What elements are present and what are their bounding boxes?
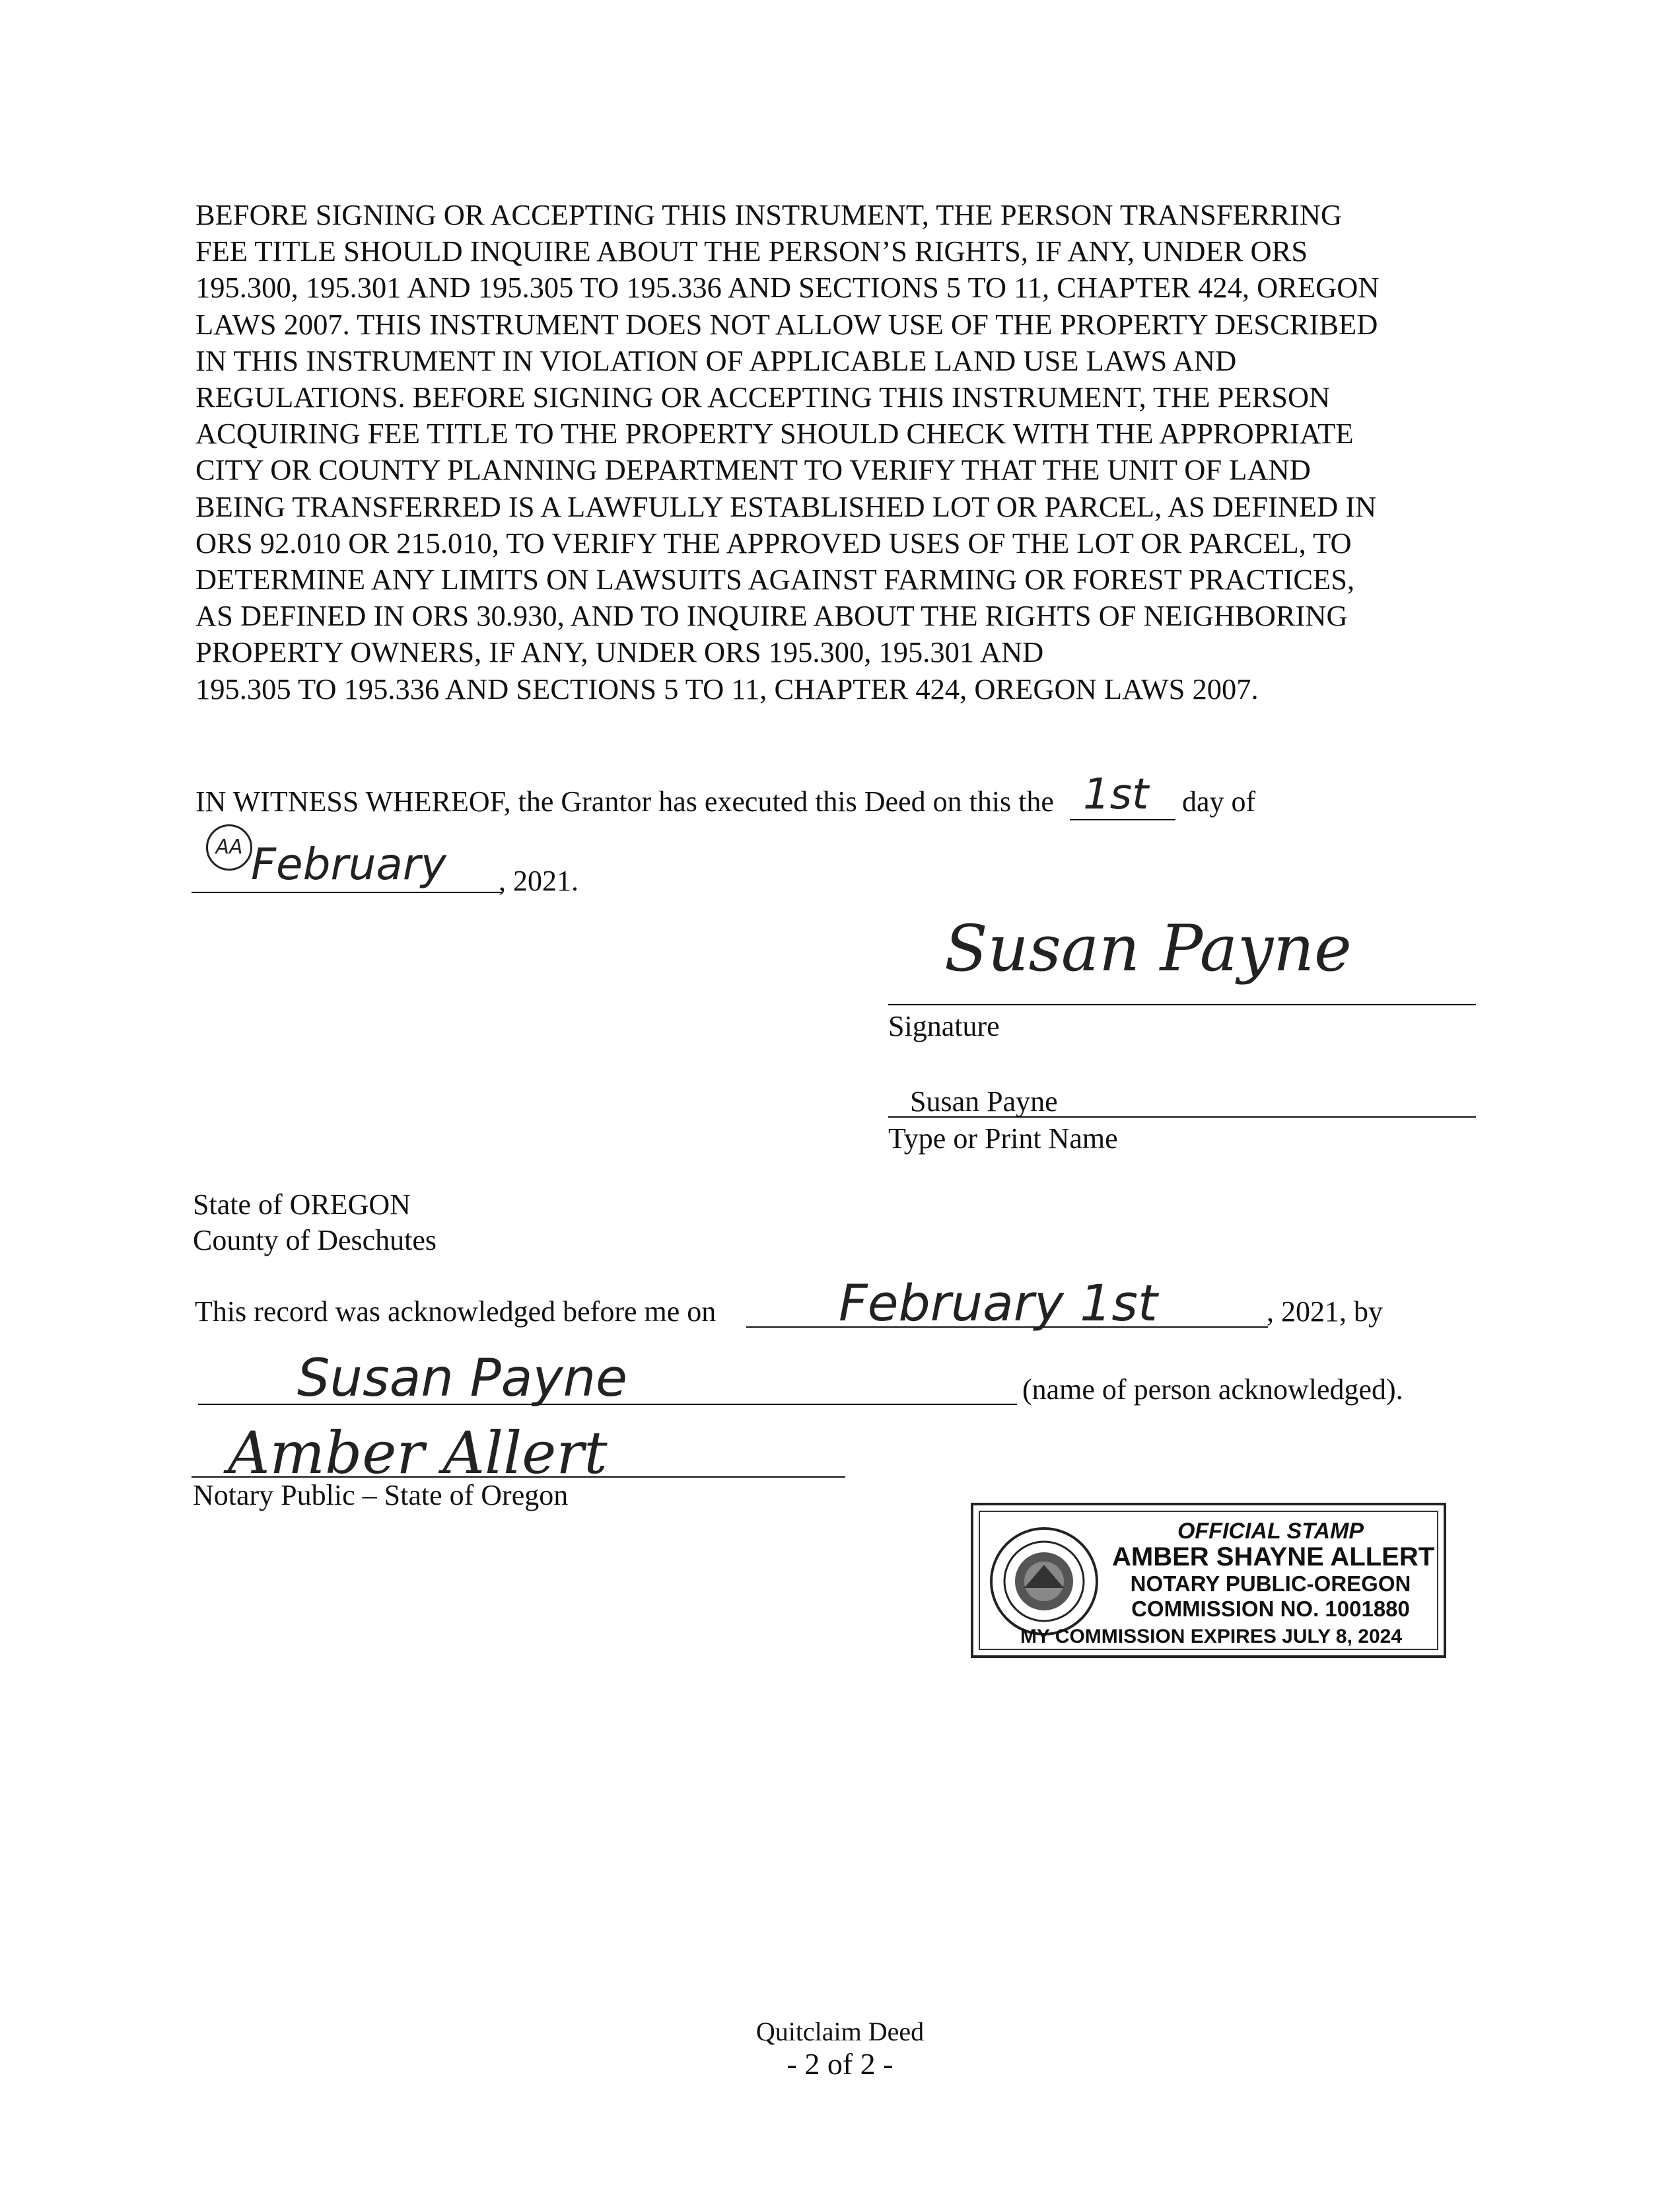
day-handwritten: 1st [1083, 770, 1149, 819]
stamp-name: AMBER SHAYNE ALLERT [1112, 1542, 1435, 1571]
disclaimer-line: ACQUIRING FEE TITLE TO THE PROPERTY SHOULD CHECK WITH THE APPROPRIATE [195, 417, 1354, 450]
notary-signature-line [192, 1476, 845, 1478]
footer-page-number: - 2 of 2 - [787, 2047, 893, 2081]
notary-label: Notary Public – State of Oregon [193, 1479, 569, 1511]
disclaimer-line: CITY OR COUNTY PLANNING DEPARTMENT TO VERIFY THAT THE UNIT OF LAND [195, 453, 1311, 487]
stamp-line2: COMMISSION NO. 1001880 [1131, 1597, 1410, 1621]
disclaimer-line: IN THIS INSTRUMENT IN VIOLATION OF APPLICABLE LAND USE LAWS AND [195, 343, 1237, 377]
footer-title: Quitclaim Deed [755, 2017, 925, 2046]
notary-signature-handwritten: Amber Allert [228, 1419, 608, 1487]
venue-state: State of OREGON [193, 1188, 411, 1221]
printed-name-label: Type or Print Name [888, 1122, 1118, 1155]
disclaimer-line: 195.305 TO 195.336 AND SECTIONS 5 TO 11, CHAPTER 424, OREGON LAWS 2007. [195, 672, 1259, 705]
witness-text: IN WITNESS WHEREOF, the Grantor has executed this Deed on this the [195, 785, 1054, 818]
ack-year-text: , 2021, by [1267, 1295, 1383, 1328]
day-blank-line [1070, 819, 1175, 820]
disclaimer-line: AS DEFINED IN ORS 30.930, AND TO INQUIRE ABOUT THE RIGHTS OF NEIGHBORING [195, 599, 1348, 633]
stamp-title: OFFICIAL STAMP [1177, 1519, 1364, 1544]
printed-name-line [888, 1116, 1476, 1118]
disclaimer-line: DETERMINE ANY LIMITS ON LAWSUITS AGAINST FARMING OR FOREST PRACTICES, [195, 563, 1355, 596]
month-blank-line [192, 892, 502, 893]
disclaimer-line: ORS 92.010 OR 215.010, TO VERIFY THE APPROVED USES OF THE LOT OR PARCEL, TO [195, 526, 1352, 559]
month-handwritten: February [251, 839, 447, 890]
initials-handwritten: AA [206, 824, 252, 871]
disclaimer-line: LAWS 2007. THIS INSTRUMENT DOES NOT ALLOW USE OF THE PROPERTY DESCRIBED [195, 307, 1378, 341]
stamp-line1: NOTARY PUBLIC-OREGON [1130, 1571, 1411, 1596]
venue-county: County of Deschutes [193, 1224, 437, 1256]
disclaimer-line: PROPERTY OWNERS, IF ANY, UNDER ORS 195.300, 195.301 AND [195, 635, 1044, 669]
year-text: , 2021. [499, 865, 578, 897]
signature-line [888, 1004, 1476, 1005]
disclaimer-line: BEING TRANSFERRED IS A LAWFULLY ESTABLISHED LOT OR PARCEL, AS DEFINED IN [195, 489, 1377, 523]
disclaimer-line: FEE TITLE SHOULD INQUIRE ABOUT THE PERSON’S RIGHTS, IF ANY, UNDER ORS [195, 234, 1308, 268]
witness-day-of: day of [1182, 785, 1256, 818]
ack-person-handwritten: Susan Payne [297, 1349, 628, 1408]
acknowledgment-text: This record was acknowledged before me on [195, 1295, 717, 1328]
ack-date-handwritten: February 1st [839, 1274, 1158, 1332]
disclaimer-line: 195.300, 195.301 AND 195.305 TO 195.336 AND SECTIONS 5 TO 11, CHAPTER 424, OREGON [195, 271, 1380, 305]
stamp-line3: MY COMMISSION EXPIRES JULY 8, 2024 [1020, 1626, 1402, 1647]
signature-label: Signature [888, 1010, 1000, 1042]
ack-person-label: (name of person acknowledged). [1022, 1373, 1403, 1406]
official-notary-stamp [971, 1503, 1446, 1658]
disclaimer-line: BEFORE SIGNING OR ACCEPTING THIS INSTRUMENT, THE PERSON TRANSFERRING [195, 198, 1343, 231]
disclaimer-line: REGULATIONS. BEFORE SIGNING OR ACCEPTING THIS INSTRUMENT, THE PERSON [195, 380, 1331, 414]
oregon-seal-icon [988, 1525, 1100, 1637]
disclaimer-paragraph [195, 197, 1490, 707]
printed-name: Susan Payne [910, 1085, 1058, 1118]
grantor-signature-handwritten: Susan Payne [944, 912, 1352, 986]
